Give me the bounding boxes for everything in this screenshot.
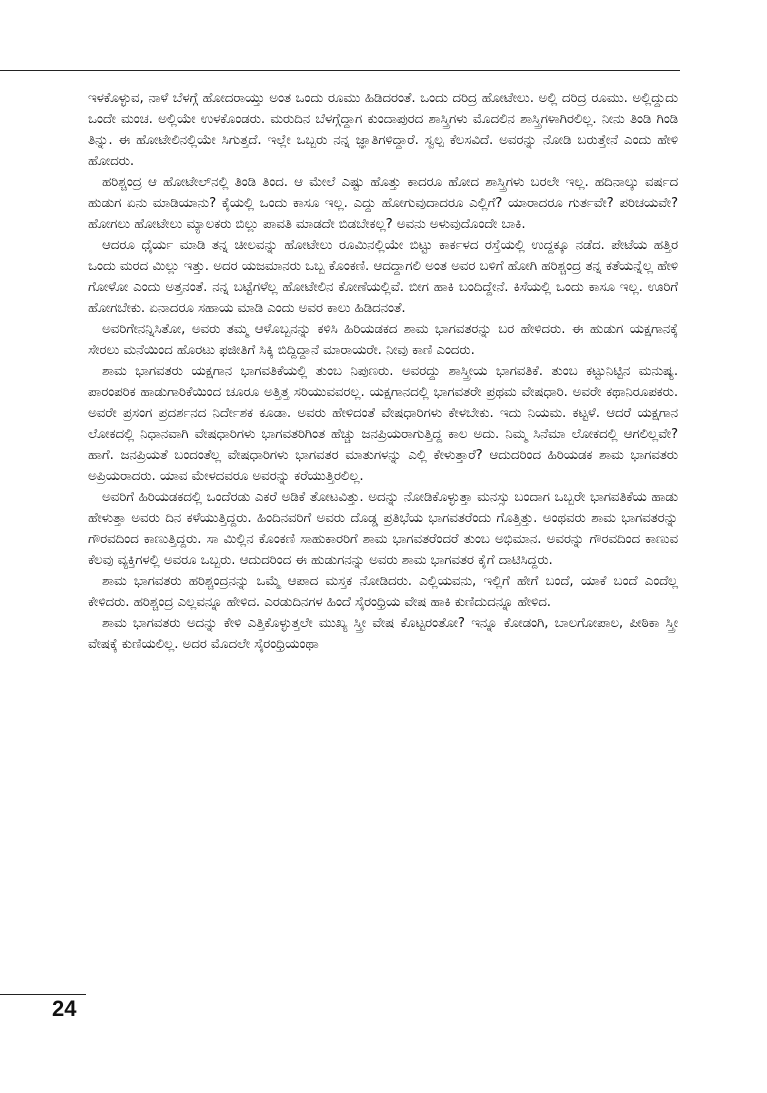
- paragraph: ಅವರಿಗೆ ಹಿರಿಯಡಕದಲ್ಲಿ ಒಂದೆರಡು ಎಕರೆ ಅಡಿಕೆ ತೋಟವಿತ್ತು. ಅದನ್ನು ನೋಡಿಕೊಳ್ಳುತ್ತಾ ಮನಸ್ಸು ಬಂದಾಗ ಒಬ್ಬರೇ ಭಾಗವತಿಕೆಯ ಹಾಡು ಹೇಳುತ್ತಾ ಅವರು ದಿನ ಕಳೆಯುತ್ತಿದ್ದರು. ಹಿಂದಿನವರಿಗೆ ಅವರು ದೊಡ್ಡ ಪ್ರತಿಭೆಯ ಭಾಗವತರೆಂದು ಗೊತ್ತಿತ್ತು. ಅಂಥವರು ಶಾಮ ಭಾಗವತರನ್ನು ಗೌರವದಿಂದ ಕಾಣುತ್ತಿದ್ದರು. ಸಾ ಮಿಲ್ಲಿನ ಕೊಂಕಣಿ ಸಾಹುಕಾರರಿಗೆ ಶಾಮ ಭಾಗವತರೆಂದರೆ ತುಂಬ ಅಭಿಮಾನ. ಅವರನ್ನು ಗೌರವದಿಂದ ಕಾಣುವ ಕೆಲವು ವ್ಯಕ್ತಿಗಳಲ್ಲಿ ಅವರೂ ಒಬ್ಬರು. ಆದುದರಿಂದ ಈ ಹುಡುಗನನ್ನು ಅವರು ಶಾಮ ಭಾಗವತರ ಕೈಗೆ ದಾಟಿಸಿದ್ದರು.: [88, 490, 678, 568]
- paragraph: ಶಾಮ ಭಾಗವತರು ಅದನ್ನು ಕೇಳಿ ಎತ್ತಿಕೊಳ್ಳುತ್ತಲೇ ಮುಖ್ಯ ಸ್ತ್ರೀ ವೇಷ ಕೊಟ್ಟರಂತೋ? ಇನ್ನೂ ಕೋಡಂಗಿ, ಬಾಲಗೋಪಾಲ, ಪೀಠಿಕಾ ಸ್ತ್ರೀ ವೇಷಕ್ಕೆ ಕುಣಿಯಲಿಲ್ಲ. ಅದರ ಮೊದಲೇ ಸೈರಂಧ್ರಿಯಂಥಾ: [88, 616, 678, 652]
- paragraph: ಅವರಿಗೇನನ್ನಿಸಿತೋ, ಅವರು ತಮ್ಮ ಆಳೊಬ್ಬನನ್ನು ಕಳಿಸಿ ಹಿರಿಯಡಕದ ಶಾಮ ಭಾಗವತರನ್ನು ಬರ ಹೇಳಿದರು. ಈ ಹುಡುಗ ಯಕ್ಷಗಾನಕ್ಕೆ ಸೇರಲು ಮನೆಯಿಂದ ಹೊರಟು ಫಜೀತಿಗೆ ಸಿಕ್ಕಿ ಬಿದ್ದಿದ್ದಾನೆ ಮಾರಾಯರೇ. ನೀವು ಕಾಣಿ ಎಂದರು.: [88, 322, 678, 358]
- paragraph: ಹರಿಶ್ಚಂದ್ರ ಆ ಹೋಟೇಲ್‌ನಲ್ಲಿ ತಿಂಡಿ ತಿಂದ. ಆ ಮೇಲೆ ಎಷ್ಟು ಹೊತ್ತು ಕಾದರೂ ಹೋದ ಶಾಸ್ತ್ರಿಗಳು ಬರಲೇ ಇಲ್ಲ. ಹದಿನಾಲ್ಕು ವರ್ಷದ ಹುಡುಗ ಏನು ಮಾಡಿಯಾನು? ಕೈಯಲ್ಲಿ ಒಂದು ಕಾಸೂ ಇಲ್ಲ. ಎದ್ದು ಹೋಗುವುದಾದರೂ ಎಲ್ಲಿಗೆ? ಯಾರಾದರೂ ಗುರ್ತವೇ? ಪರಿಚಯವೇ? ಹೋಗಲು ಹೋಟೇಲು ಮ್ಯಾಲಕರು ಬಿಲ್ಲು ಪಾವತಿ ಮಾಡದೇ ಬಿಡಬೇಕಲ್ಲ? ಅವನು ಅಳುವುದೊಂದೇ ಬಾಕಿ.: [88, 175, 678, 232]
- footer-rule: [0, 994, 86, 995]
- body-text: [88, 88, 678, 655]
- header-rule: [0, 70, 680, 71]
- paragraph: ಇಳಕೊಳ್ಳುವ, ನಾಳೆ ಬೆಳಗ್ಗೆ ಹೋದರಾಯ್ತು ಅಂತ ಒಂದು ರೂಮು ಹಿಡಿದರಂತೆ. ಒಂದು ದರಿದ್ರ ಹೋಟೇಲು. ಅಲ್ಲಿ ದರಿದ್ರ ರೂಮು. ಅಲ್ಲಿದ್ದುದು ಒಂದೇ ಮಂಚ. ಅಲ್ಲಿಯೇ ಉಳಕೊಂಡರು. ಮರುದಿನ ಬೆಳಗ್ಗೆದ್ದಾಗ ಕುಂದಾಪುರದ ಶಾಸ್ತ್ರಿಗಳು ಮೊದಲಿನ ಶಾಸ್ತ್ರಿಗಳಾಗಿರಲಿಲ್ಲ. ನೀನು ತಿಂಡಿ ಗಿಂಡಿ ತಿನ್ನು. ಈ ಹೋಟೇಲಿನಲ್ಲಿಯೇ ಸಿಗುತ್ತದೆ. ಇಲ್ಲೇ ಒಬ್ಬರು ನನ್ನ ಜ್ಞಾತಿಗಳಿದ್ದಾರೆ. ಸ್ವಲ್ಪ ಕೆಲಸವಿದೆ. ಅವರನ್ನು ನೋಡಿ ಬರುತ್ತೇನೆ ಎಂದು ಹೇಳಿ ಹೋದರು.: [88, 91, 678, 169]
- page-number: 24: [52, 996, 77, 1021]
- paragraph: ಶಾಮ ಭಾಗವತರು ಯಕ್ಷಗಾನ ಭಾಗವತಿಕೆಯಲ್ಲಿ ತುಂಬ ನಿಪುಣರು. ಅವರದ್ದು ಶಾಸ್ತ್ರೀಯ ಭಾಗವತಿಕೆ. ತುಂಬ ಕಟ್ಟುನಿಟ್ಟಿನ ಮನುಷ್ಯ. ಪಾರಂಪರಿಕ ಹಾಡುಗಾರಿಕೆಯಿಂದ ಚೂರೂ ಅತ್ತಿತ್ತ ಸರಿಯುವವರಲ್ಲ. ಯಕ್ಷಗಾನದಲ್ಲಿ ಭಾಗವತರೇ ಪ್ರಥಮ ವೇಷಧಾರಿ. ಅವರೇ ಕಥಾನಿರೂಪಕರು. ಅವರೇ ಪ್ರಸಂಗ ಪ್ರದರ್ಶನದ ನಿರ್ದೇಶಕ ಕೂಡಾ. ಅವರು ಹೇಳಿದಂತೆ ವೇಷಧಾರಿಗಳು ಕೇಳಬೇಕು. ಇದು ನಿಯಮ. ಕಟ್ಟಳೆ. ಆದರೆ ಯಕ್ಷಗಾನ ಲೋಕದಲ್ಲಿ ನಿಧಾನವಾಗಿ ವೇಷಧಾರಿಗಳು ಭಾಗವತರಿಗಿಂತ ಹೆಚ್ಚು ಜನಪ್ರಿಯರಾಗುತ್ತಿದ್ದ ಕಾಲ ಅದು. ನಿಮ್ಮ ಸಿನೆಮಾ ಲೋಕದಲ್ಲಿ ಆಗಲಿಲ್ಲವೇ? ಹಾಗೆ. ಜನಪ್ರಿಯತೆ ಬಂದಂತೆಲ್ಲ ವೇಷಧಾರಿಗಳು ಭಾಗವತರ ಮಾತುಗಳನ್ನು ಎಲ್ಲಿ ಕೇಳುತ್ತಾರೆ? ಆದುದರಿಂದ ಹಿರಿಯಡಕ ಶಾಮ ಭಾಗವತರು ಅಪ್ರಿಯರಾದರು. ಯಾವ ಮೇಳದವರೂ ಅವರನ್ನು ಕರೆಯುತ್ತಿರಲಿಲ್ಲ.: [88, 364, 678, 484]
- paragraph: ಶಾಮ ಭಾಗವತರು ಹರಿಶ್ಚಂದ್ರನನ್ನು ಒಮ್ಮೆ ಆಪಾದ ಮಸ್ತಕ ನೋಡಿದರು. ಎಲ್ಲಿಯವನು, ಇಲ್ಲಿಗೆ ಹೇಗೆ ಬಂದೆ, ಯಾಕೆ ಬಂದೆ ಎಂದೆಲ್ಲ ಕೇಳಿದರು. ಹರಿಶ್ಚಂದ್ರ ಎಲ್ಲವನ್ನೂ ಹೇಳಿದ. ಎರಡುದಿನಗಳ ಹಿಂದೆ ಸೈರಂಧ್ರಿಯ ವೇಷ ಹಾಕಿ ಕುಣಿದುದನ್ನೂ ಹೇಳಿದ.: [88, 574, 678, 610]
- paragraph: ಆದರೂ ಧೈರ್ಯ ಮಾಡಿ ತನ್ನ ಚೀಲವನ್ನು ಹೋಟೇಲು ರೂಮಿನಲ್ಲಿಯೇ ಬಿಟ್ಟು ಕಾರ್ಕಳದ ರಸ್ತೆಯಲ್ಲಿ ಉದ್ದಕ್ಕೂ ನಡೆದ. ಪೇಟೆಯ ಹತ್ತಿರ ಒಂದು ಮರದ ಮಿಲ್ಲು ಇತ್ತು. ಅದರ ಯಜಮಾನರು ಒಬ್ಬ ಕೊಂಕಣಿ. ಆದದ್ದಾಗಲಿ ಅಂತ ಅವರ ಬಳಿಗೆ ಹೋಗಿ ಹರಿಶ್ಚಂದ್ರ ತನ್ನ ಕತೆಯನ್ನೆಲ್ಲ ಹೇಳಿ ಗೋಳೋ ಎಂದು ಅತ್ತನಂತೆ. ನನ್ನ ಬಟ್ಟೆಗಳೆಲ್ಲ ಹೋಟೇಲಿನ ಕೋಣೆಯಲ್ಲಿವೆ. ಬೀಗ ಹಾಕಿ ಬಂದಿದ್ದೇನೆ. ಕಿಸೆಯಲ್ಲಿ ಒಂದು ಕಾಸೂ ಇಲ್ಲ. ಊರಿಗೆ ಹೋಗಬೇಕು. ಏನಾದರೂ ಸಹಾಯ ಮಾಡಿ ಎಂದು ಅವರ ಕಾಲು ಹಿಡಿದನಂತೆ.: [88, 238, 678, 316]
